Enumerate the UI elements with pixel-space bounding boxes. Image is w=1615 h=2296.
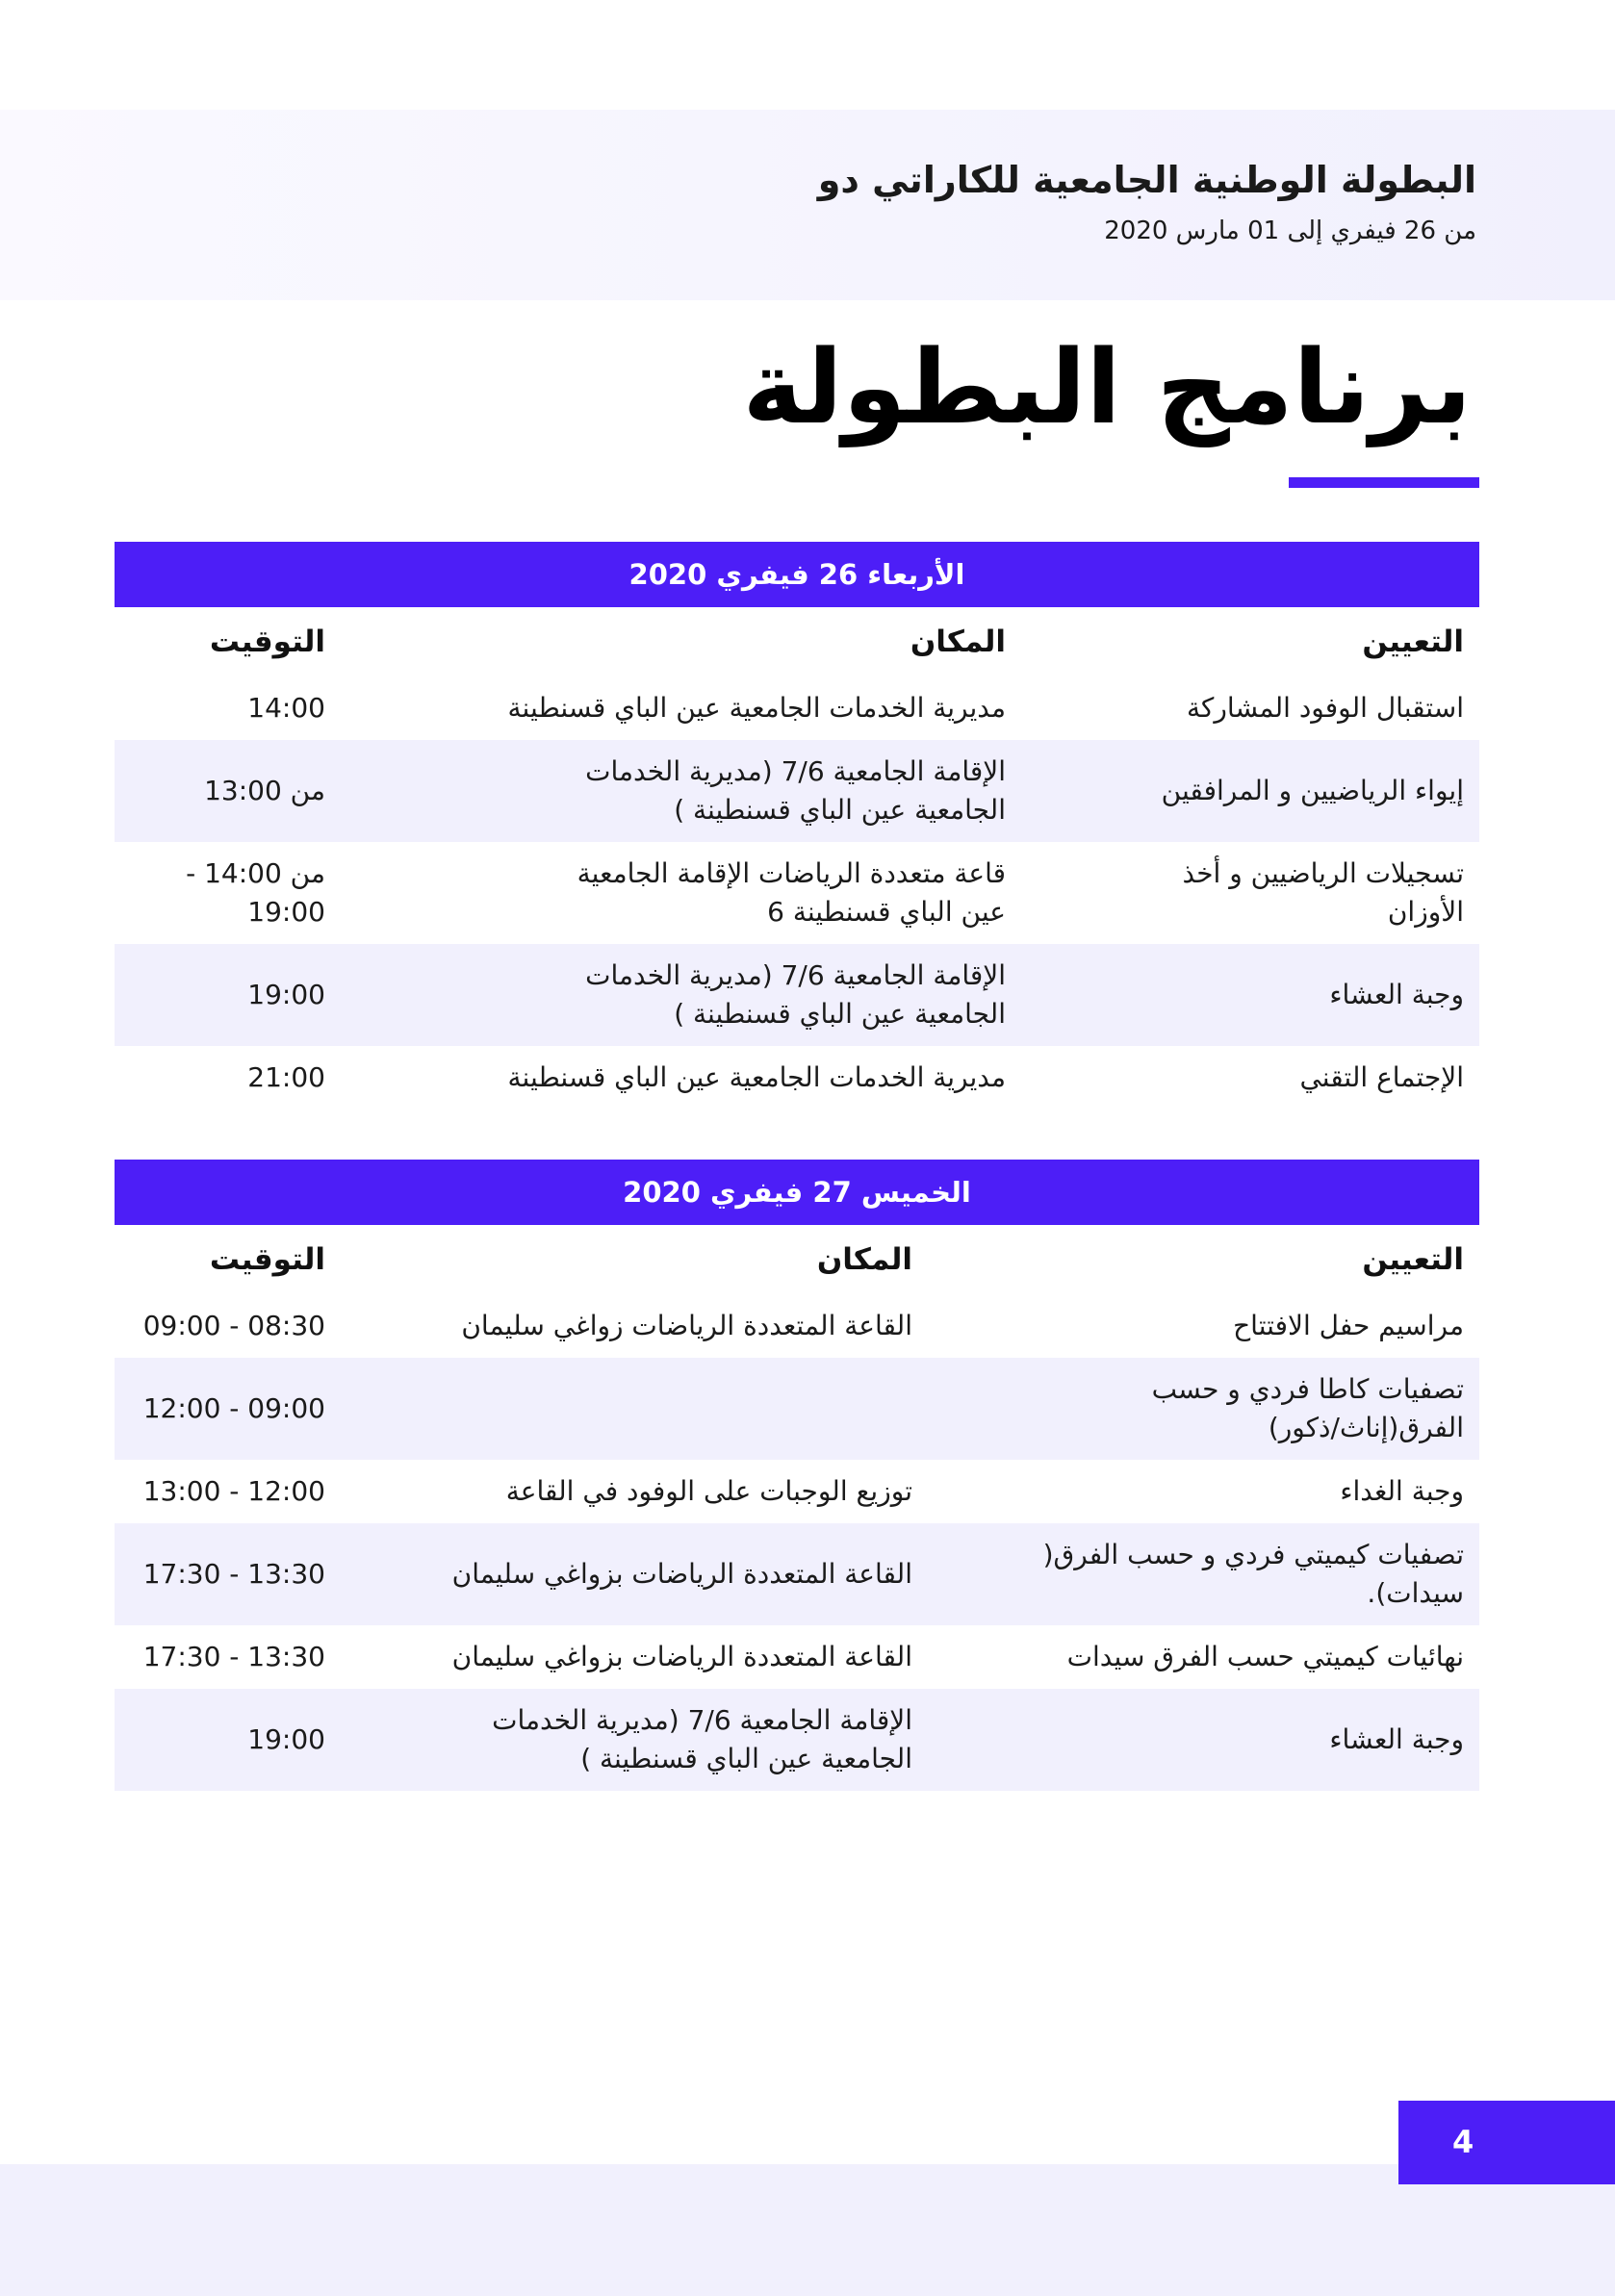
- place-cell: الإقامة الجامعية 7/6 (مديرية الخدمات الجامعية عين الباي قسنطينة ): [492, 1704, 912, 1774]
- schedule-row: [115, 740, 1479, 842]
- day-banner: الخميس 27 فيفري 2020: [115, 1160, 1479, 1225]
- schedule-row: [115, 1460, 1479, 1523]
- schedule-table-day-1: [115, 542, 1479, 1110]
- time-cell: 13:30 - 17:30: [142, 1641, 325, 1672]
- column-header-time: التوقيت: [209, 625, 325, 659]
- header-band: [0, 110, 1615, 300]
- schedule-row: [115, 1294, 1479, 1358]
- schedule-row: [115, 676, 1479, 740]
- page-number-badge: [1398, 2101, 1615, 2184]
- time-cell: 19:00: [247, 1723, 325, 1755]
- place-cell: القاعة المتعددة الرياضات بزواغي سليمان: [451, 1641, 912, 1672]
- time-cell: 08:30 - 09:00: [142, 1310, 325, 1341]
- activity-cell: وجبة العشاء: [1329, 1723, 1464, 1755]
- activity-cell: تصفيات كيميتي فردي و حسب الفرق( سيدات).: [1042, 1539, 1464, 1609]
- time-cell: 21:00: [247, 1061, 325, 1093]
- time-cell: 19:00: [247, 979, 325, 1010]
- time-cell: من 14:00 - 19:00: [186, 857, 325, 928]
- schedule-row: [115, 944, 1479, 1046]
- time-cell: 09:00 - 12:00: [142, 1392, 325, 1424]
- activity-cell: تصفيات كاطا فردي و حسب الفرق(إناث/ذكور): [1151, 1373, 1464, 1443]
- page-title: برنامج البطولة: [742, 328, 1472, 446]
- place-cell: قاعة متعددة الرياضات الإقامة الجامعية عين الباي قسنطينة 6: [577, 857, 1006, 928]
- schedule-row: [115, 1689, 1479, 1791]
- column-header-activity: التعيين: [1362, 625, 1464, 659]
- column-header-row: [115, 607, 1479, 676]
- schedule-row: [115, 842, 1479, 944]
- activity-cell: وجبة الغداء: [1340, 1475, 1464, 1507]
- event-dates: من 26 فيفري إلى 01 مارس 2020: [1104, 217, 1476, 245]
- column-header-row: [115, 1225, 1479, 1294]
- time-cell: من 13:00: [204, 775, 325, 806]
- time-cell: 12:00 - 13:00: [142, 1475, 325, 1507]
- column-header-place: المكان: [910, 625, 1006, 659]
- schedule-row: [115, 1358, 1479, 1460]
- schedule-table-day-2: [115, 1160, 1479, 1791]
- activity-cell: تسجيلات الرياضيين و أخذ الأوزان: [1182, 857, 1464, 928]
- place-cell: القاعة المتعددة الرياضات زواغي سليمان: [461, 1310, 912, 1341]
- place-cell: مديرية الخدمات الجامعية عين الباي قسنطينة: [507, 692, 1006, 724]
- event-title: البطولة الوطنية الجامعية للكاراتي دو: [817, 159, 1476, 201]
- schedule-row: [115, 1046, 1479, 1110]
- time-cell: 14:00: [247, 692, 325, 724]
- column-header-place: المكان: [816, 1242, 912, 1277]
- schedule-row: [115, 1625, 1479, 1689]
- activity-cell: وجبة العشاء: [1329, 979, 1464, 1010]
- time-cell: 13:30 - 17:30: [142, 1558, 325, 1590]
- schedule-row: [115, 1523, 1479, 1625]
- column-header-activity: التعيين: [1362, 1242, 1464, 1277]
- title-underline: [1289, 477, 1479, 488]
- place-cell: الإقامة الجامعية 7/6 (مديرية الخدمات الجامعية عين الباي قسنطينة ): [585, 755, 1006, 826]
- place-cell: الإقامة الجامعية 7/6 (مديرية الخدمات الجامعية عين الباي قسنطينة ): [585, 959, 1006, 1030]
- place-cell: توزيع الوجبات على الوفود في القاعة: [505, 1475, 912, 1507]
- activity-cell: إيواء الرياضيين و المرافقين: [1161, 775, 1464, 806]
- activity-cell: استقبال الوفود المشاركة: [1187, 692, 1464, 724]
- activity-cell: الإجتماع التقني: [1299, 1061, 1464, 1093]
- day-banner: الأربعاء 26 فيفري 2020: [115, 542, 1479, 607]
- activity-cell: مراسيم حفل الافتتاح: [1233, 1310, 1464, 1341]
- place-cell: القاعة المتعددة الرياضات بزواغي سليمان: [451, 1558, 912, 1590]
- place-cell: مديرية الخدمات الجامعية عين الباي قسنطينة: [507, 1061, 1006, 1093]
- activity-cell: نهائيات كيميتي حسب الفرق سيدات: [1066, 1641, 1464, 1672]
- column-header-time: التوقيت: [209, 1242, 325, 1277]
- page-number: 4: [1452, 2124, 1474, 2160]
- footer-band: [0, 2164, 1615, 2296]
